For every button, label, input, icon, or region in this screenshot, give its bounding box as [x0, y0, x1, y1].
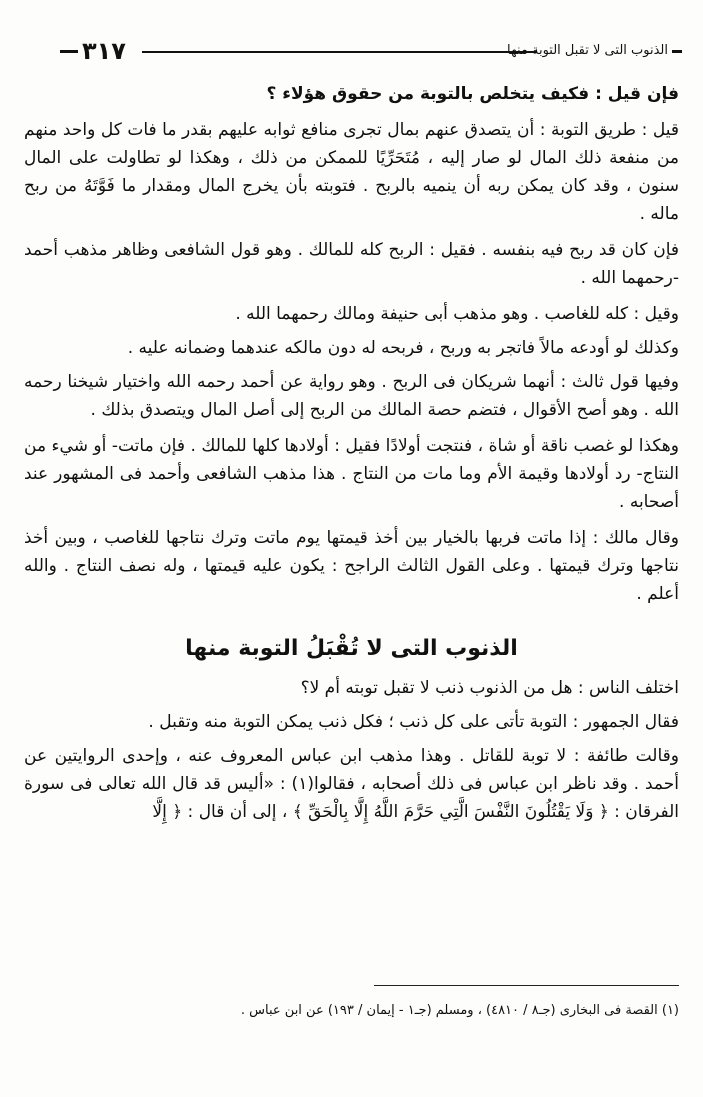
section-paragraph-majority: فقال الجمهور : التوبة تأتى على كل ذنب ؛ فكل ذنب يمكن التوبة منه وتقبل .: [148, 712, 679, 732]
header-rule: [142, 51, 537, 53]
paragraph-livestock: وهكذا لو غصب ناقة أو شاة ، فنتجت أولادًا فقيل : أولادها كلها للمالك . فإن ماتت- أو شيء من النتاج- رد أولادها وقيمة الأم وما مات من النتاج . هذا مذهب الشافعى وأحمد فى المشهور عند أصحابه .: [24, 436, 679, 512]
main-text: [24, 80, 679, 834]
section-paragraph-killer: وقالت طائفة : لا توبة للقاتل . وهذا مذهب ابن عباس المعروف عنه ، وإحدى الروايتين عن أحمد . وقد ناظر ابن عباس فى ذلك أصحابه ، فقالوا(١) : «أليس قد قال الله تعالى فى سورة الفرقان : ﴿ وَلَا يَقْتُلُونَ النَّفْسَ الَّتِي حَرَّمَ اللَّهُ إِلَّا بِالْحَقِّ ﴾ ، إلى أن قال : ﴿ إِلَّا: [24, 746, 679, 822]
paragraph-third-opinion: وفيها قول ثالث : أنهما شريكان فى الربح . وهو رواية عن أحمد رحمه الله واختيار شيخنا رحمه الله . وهو أصح الأقوال ، فتضم حصة المالك من الربح إلى أصل المال ويتصدق بذلك .: [24, 372, 679, 420]
paragraph-deposit: وكذلك لو أودعه مالاً فاتجر به وربح ، فربحه له دون مالكه عندهما وضمانه عليه .: [127, 338, 679, 358]
footnote: (١) القصة فى البخارى (جـ٨ / ٤٨١٠) ، ومسلم (جـ١ - إيمان / ١٩٣) عن ابن عباس .: [240, 1003, 679, 1018]
page-number: ٣١٧: [82, 37, 126, 65]
footnote-rule: [374, 985, 679, 986]
paragraph-profit-owner: فإن كان قد ربح فيه بنفسه . فقيل : الربح كله للمالك . وهو قول الشافعى وظاهر مذهب أحمد -رحمهما الله .: [24, 240, 679, 288]
header-dash-right: [672, 50, 682, 53]
header-dash-left: [60, 50, 78, 53]
section-title: الذنوب التى لا تُقْبَلُ التوبة منها: [185, 636, 518, 661]
section-paragraph-dispute: اختلف الناس : هل من الذنوب ذنب لا تقبل توبته أم لا؟: [300, 678, 679, 698]
running-title: الذنوب التى لا تقبل التوبة منها: [507, 43, 668, 58]
running-header: [60, 36, 682, 66]
paragraph-profit-usurper: وقيل : كله للغاصب . وهو مذهب أبى حنيفة ومالك رحمهما الله .: [235, 304, 679, 324]
paragraph-question: فإن قيل : فكيف يتخلص بالتوبة من حقوق هؤلاء ؟: [266, 84, 679, 104]
paragraph-answer: قيل : طريق التوبة : أن يتصدق عنهم بمال تجرى منافع ثوابه عليهم بقدر ما فات كل واحد منهم من منفعة ذلك المال لو صار إليه ، مُتَحَرِّيًا للممكن من ذلك ، وهكذا لو تطاولت على المال سنون ، وقد كان يمكن ربه أن ينميه بالربح . فتوبته بأن يخرج المال ومقدار ما فَوَّتَهُ من ربح ماله .: [24, 120, 679, 224]
paragraph-malik: وقال مالك : إذا ماتت فربها بالخيار بين أخذ قيمتها يوم ماتت وترك نتاجها للغاصب ، وبين أخذ نتاجها وترك قيمتها . وعلى القول الثالث الراجح : يكون عليه قيمتها ، وله نصف النتاج . والله أعلم .: [24, 528, 679, 604]
